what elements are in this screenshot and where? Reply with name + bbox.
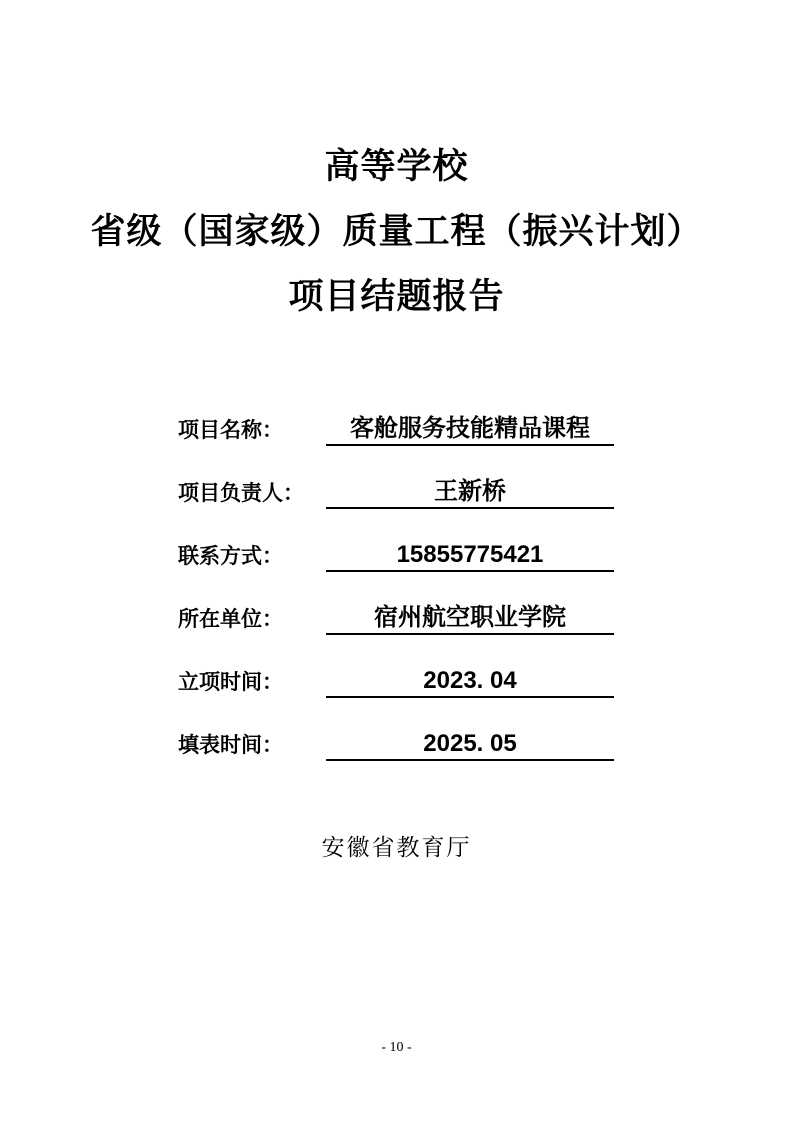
title-line-2: 省级（国家级）质量工程（振兴计划） (90, 212, 703, 251)
organization-blank (326, 601, 614, 635)
title-line-3: 项目结题报告 (288, 277, 505, 316)
project-name-blank (326, 412, 614, 446)
field-row-fill-date (178, 712, 614, 775)
contact-label: 联系方式： (178, 544, 283, 568)
field-row-contact (178, 523, 614, 586)
field-row-approval-date (178, 649, 614, 712)
project-leader-value: 王新桥 (434, 477, 506, 505)
fill-date-blank (326, 727, 614, 761)
approval-date-value: 2023. 04 (423, 666, 517, 694)
cover-form (178, 397, 614, 775)
organization-label: 所在单位： (178, 607, 283, 631)
project-leader-label: 项目负责人： (178, 481, 304, 505)
organization-value: 宿州航空职业学院 (374, 603, 566, 631)
title-line-1: 高等学校 (324, 147, 469, 186)
contact-blank (326, 538, 614, 572)
report-title (0, 134, 793, 329)
project-name-value: 客舱服务技能精品课程 (350, 414, 590, 442)
field-row-project-name (178, 397, 614, 460)
field-row-organization (178, 586, 614, 649)
page-number: - 10 - (381, 1040, 412, 1055)
issuer-name: 安徽省教育厅 (321, 835, 472, 860)
contact-value: 15855775421 (396, 540, 544, 568)
field-row-project-leader (178, 460, 614, 523)
approval-date-label: 立项时间： (178, 670, 283, 694)
fill-date-value: 2025. 05 (423, 729, 517, 757)
project-name-label: 项目名称： (178, 418, 283, 442)
approval-date-blank (326, 664, 614, 698)
fill-date-label: 填表时间： (178, 733, 283, 757)
project-leader-blank (326, 475, 614, 509)
